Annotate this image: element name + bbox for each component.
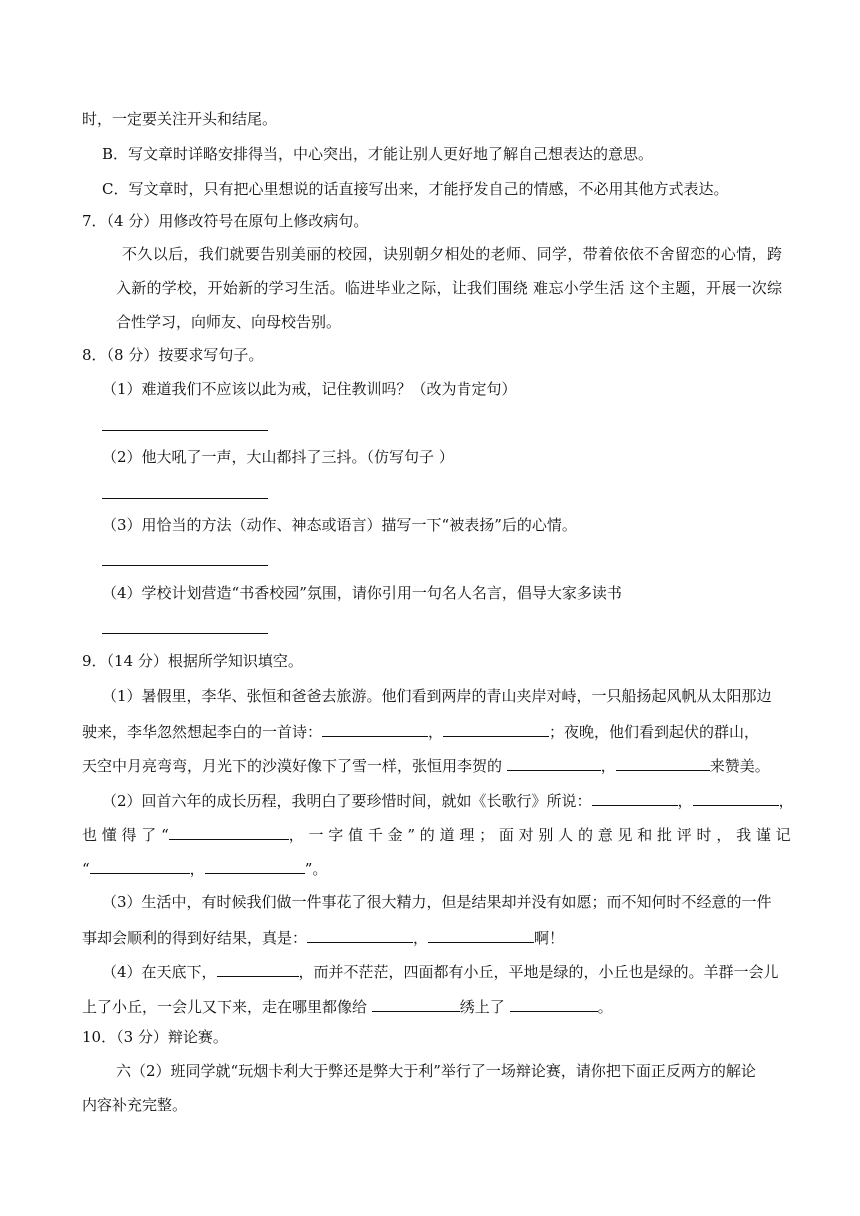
q9-blank-10[interactable] <box>307 926 413 943</box>
q7-paragraph-line-3: 合性学习，向师友、向母校告别。 <box>116 313 342 331</box>
comma: ， <box>677 792 693 810</box>
q9-blank-4[interactable] <box>616 754 710 771</box>
q9-part2-line-1 <box>102 789 794 811</box>
open-quote: “ <box>82 860 90 878</box>
q9-blank-9[interactable] <box>205 857 305 874</box>
question-7-title: 7．（4 分）用修改符号在原句上修改病句。 <box>82 212 369 230</box>
q9-part2-text: （2）回首六年的成长历程，我明白了要珍惜时间，就如《长歌行》所说： <box>102 792 592 810</box>
q9-part1-text: 驶来，李华忽然想起李白的一首诗： <box>82 723 323 741</box>
q8-answer-line-4[interactable] <box>102 633 268 634</box>
q9-blank-5[interactable] <box>592 789 678 806</box>
q8-item-1: （1）难道我们不应该以此为戒，记住教训吗？（改为肯定句） <box>102 380 517 398</box>
q9-blank-2[interactable] <box>443 720 549 737</box>
q9-part3-line-1: （3）生活中，有时候我们做一件事花了很大精力，但是结果却并没有如愿；而不知何时不经意的一件 <box>102 893 772 911</box>
q9-part4-line-2 <box>82 995 613 1017</box>
q9-part1-line-1: （1）暑假里，李华、张恒和爸爸去旅游。他们看到两岸的青山夹岸对峙，一只船扬起风帆从太阳那边 <box>102 687 772 705</box>
question-10-title: 10．（3 分）辩论赛。 <box>82 1028 228 1046</box>
q7-paragraph-line-1: 不久以后，我们就要告别美丽的校园，诀别朝夕相处的老师、同学，带着依依不舍留恋的心情，跨 <box>122 245 782 263</box>
continued-line: 时，一定要关注开头和结尾。 <box>82 110 278 128</box>
q9-blank-8[interactable] <box>90 857 190 874</box>
q9-part4-text: ，而并不茫茫，四面都有小丘，平地是绿的，小丘也是绿的。羊群一会儿 <box>298 963 779 981</box>
q9-part2-text: 也 懂 得 了 “ <box>82 826 169 844</box>
comma: ， <box>600 757 616 775</box>
comma: ， <box>413 929 429 947</box>
q8-answer-line-3[interactable] <box>102 565 268 566</box>
q9-part1-text: ；夜晚，他们看到起伏的群山， <box>549 723 760 741</box>
comma: ， <box>189 860 205 878</box>
q9-part2-line-3 <box>82 857 327 879</box>
comma: ， <box>778 792 794 810</box>
q8-item-2: （2）他大吼了一声，大山都抖了三抖。（仿写句子 ） <box>102 448 454 466</box>
q9-part1-line-3 <box>82 754 770 776</box>
q9-blank-3[interactable] <box>507 754 601 771</box>
q9-part3-text: 啊！ <box>534 929 565 947</box>
q8-item-3: （3）用恰当的方法（动作、神态或语言）描写一下“被表扬”后的心情。 <box>102 516 577 534</box>
q7-paragraph-line-2: 入新的学校，开始新的学习生活。临进毕业之际，让我们围绕 难忘小学生活 这个主题，开展一次综 <box>116 279 782 297</box>
q9-part3-text: 事却会顺利的得到好结果，真是： <box>82 929 308 947</box>
q9-part3-line-2 <box>82 926 564 948</box>
q9-part4-text: 。 <box>597 998 613 1016</box>
q9-blank-12[interactable] <box>217 960 299 977</box>
q9-part1-line-2 <box>82 720 759 742</box>
q9-blank-6[interactable] <box>693 789 779 806</box>
q9-blank-13[interactable] <box>372 995 460 1012</box>
q9-part1-text: 天空中月亮弯弯，月光下的沙漠好像下了雪一样，张恒用李贺的 <box>82 757 507 775</box>
q9-part4-text: 上了小丘，一会儿又下来，走在哪里都像给 <box>82 998 372 1016</box>
q9-blank-7[interactable] <box>169 823 289 840</box>
q9-part2-text: ”。 <box>304 860 328 878</box>
question-9-title: 9．（14 分）根据所学知识填空。 <box>82 652 303 670</box>
q10-paragraph-line-1: 六（2）班同学就“玩烟卡利大于弊还是弊大于利”举行了一场辩论赛，请你把下面正反两方的解论 <box>116 1062 756 1080</box>
q10-paragraph-line-2: 内容补充完整。 <box>82 1096 188 1114</box>
q9-part1-text: 来赞美。 <box>709 757 770 775</box>
q9-part2-line-2 <box>82 823 791 845</box>
q8-answer-line-2[interactable] <box>102 498 268 499</box>
comma: ， <box>428 723 444 741</box>
option-c: C．写文章时，只有把心里想说的话直接写出来，才能抒发自己的情感，不必用其他方式表达。 <box>102 180 729 198</box>
q9-part4-line-1 <box>102 960 779 982</box>
q9-blank-11[interactable] <box>428 926 534 943</box>
q9-blank-14[interactable] <box>510 995 598 1012</box>
q8-item-4: （4）学校计划营造“书香校园”氛围，请你引用一句名人名言，倡导大家多读书 <box>102 584 622 602</box>
q8-answer-line-1[interactable] <box>102 430 268 431</box>
q9-part2-text: ， 一 字 值 千 金 ” 的 道 理 ； 面 对 别 人 的 意 见 和 批 评 时 ， 我 谨 记 <box>288 826 791 844</box>
q9-blank-1[interactable] <box>322 720 428 737</box>
q9-part4-text: 绣上了 <box>459 998 510 1016</box>
option-b: B．写文章时详略安排得当，中心突出，才能让别人更好地了解自己想表达的意思。 <box>102 145 654 163</box>
q9-part4-text: （4）在天底下， <box>102 963 217 981</box>
question-8-title: 8．（8 分）按要求写句子。 <box>82 346 264 364</box>
